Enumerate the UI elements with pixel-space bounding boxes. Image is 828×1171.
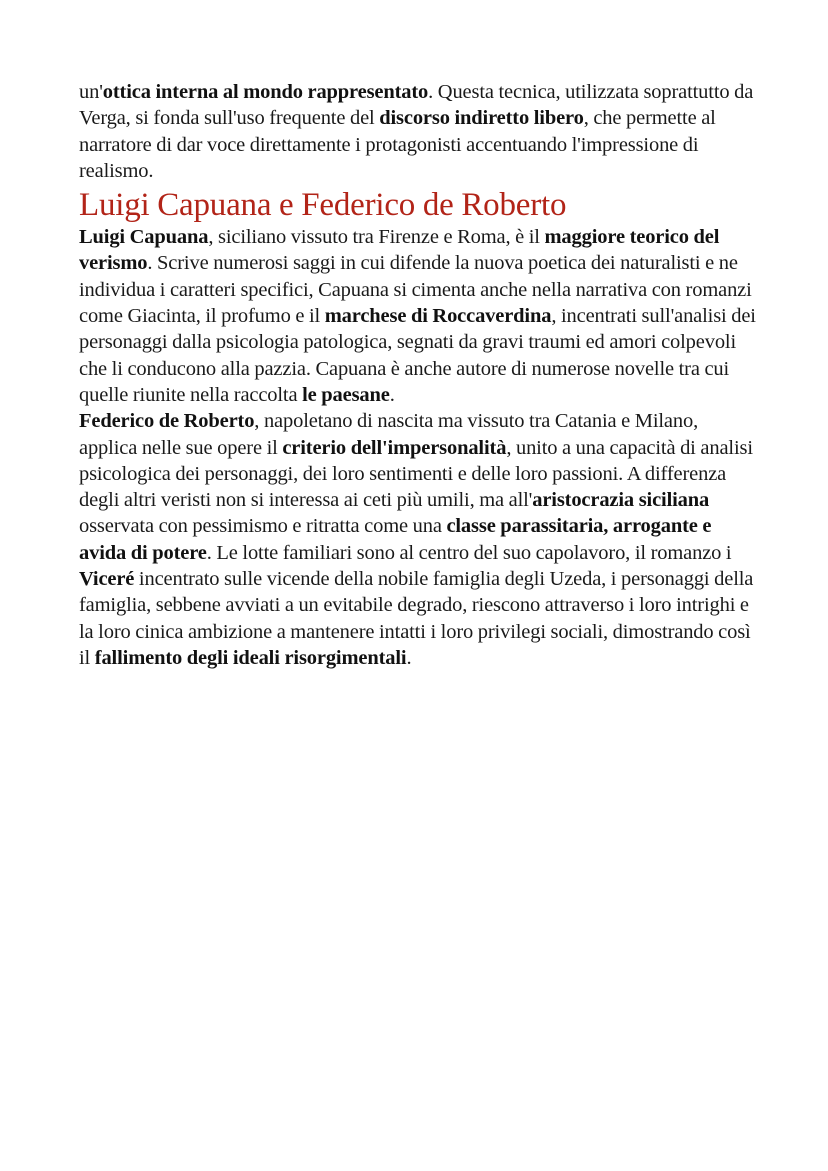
text-segment: , unito a una capacità di analisi psicologica dei personaggi, dei loro sentimenti e delle loro passioni. A differenza degli altri veristi non si interessa ai ceti più umili, ma all'	[79, 436, 753, 512]
bold-segment: Viceré	[79, 568, 135, 591]
section-heading: Luigi Capuana e Federico de Roberto	[79, 187, 567, 224]
bold-segment: fallimento degli ideali risorgimentali	[94, 646, 407, 669]
bold-segment: criterio dell'impersonalità	[282, 436, 507, 459]
deroberto-paragraph	[79, 408, 759, 671]
text-segment: , siciliano vissuto tra Firenze e Roma, è il	[208, 226, 545, 249]
text-segment: .	[389, 383, 395, 406]
bold-segment: Federico de Roberto	[79, 410, 255, 433]
bold-segment: discorso indiretto libero	[379, 107, 584, 130]
document-page	[79, 79, 759, 671]
bold-segment: Luigi Capuana	[79, 226, 209, 249]
bold-segment: classe parassitaria, arrogante e avida di potere	[79, 515, 712, 564]
text-segment: . Le lotte familiari sono al centro del suo capolavoro, il romanzo i	[206, 541, 732, 564]
bold-segment: aristocrazia siciliana	[532, 489, 710, 512]
text-segment: , che permette al narratore di dar voce direttamente i protagonisti accentuando l'impressione di realismo.	[79, 107, 716, 182]
text-segment: un'	[79, 81, 103, 103]
intro-paragraph	[79, 79, 759, 184]
text-segment: osservata con pessimismo e ritratta come una	[79, 515, 447, 538]
text-segment: , incentrati sull'analisi dei personaggi dalla psicologia patologica, segnati da gravi traumi ed amori colpevoli che li conducono alla pazzia. Capuana è anche autore di numerose novelle tra cui quelle riunite nella raccolta	[79, 305, 756, 406]
bold-segment: ottica interna al mondo rappresentato	[102, 81, 429, 103]
capuana-paragraph	[79, 224, 759, 408]
bold-segment: le paesane	[302, 383, 390, 406]
text-segment: .	[406, 646, 412, 669]
text-segment: incentrato sulle vicende della nobile famiglia degli Uzeda, i personaggi della famiglia, sebbene avviati a un evitabile degrado, riescono attraverso i loro intrighi e la loro cinica ambizione a mantenere intatti i loro privilegi sociali, dimostrando così il	[79, 568, 754, 669]
bold-segment: marchese di Roccaverdina	[324, 305, 552, 328]
bold-segment: maggiore teorico del verismo	[79, 226, 720, 275]
text-segment: , napoletano di nascita ma vissuto tra Catania e Milano, applica nelle sue opere il	[79, 410, 699, 459]
text-segment: . Scrive numerosi saggi in cui difende la nuova poetica dei naturalisti e ne individua i caratteri specifici, Capuana si cimenta anche nella narrativa con romanzi come Giacinta, il profumo e il	[79, 252, 752, 328]
text-segment: . Questa tecnica, utilizzata soprattutto da Verga, si fonda sull'uso frequente del	[79, 81, 754, 130]
